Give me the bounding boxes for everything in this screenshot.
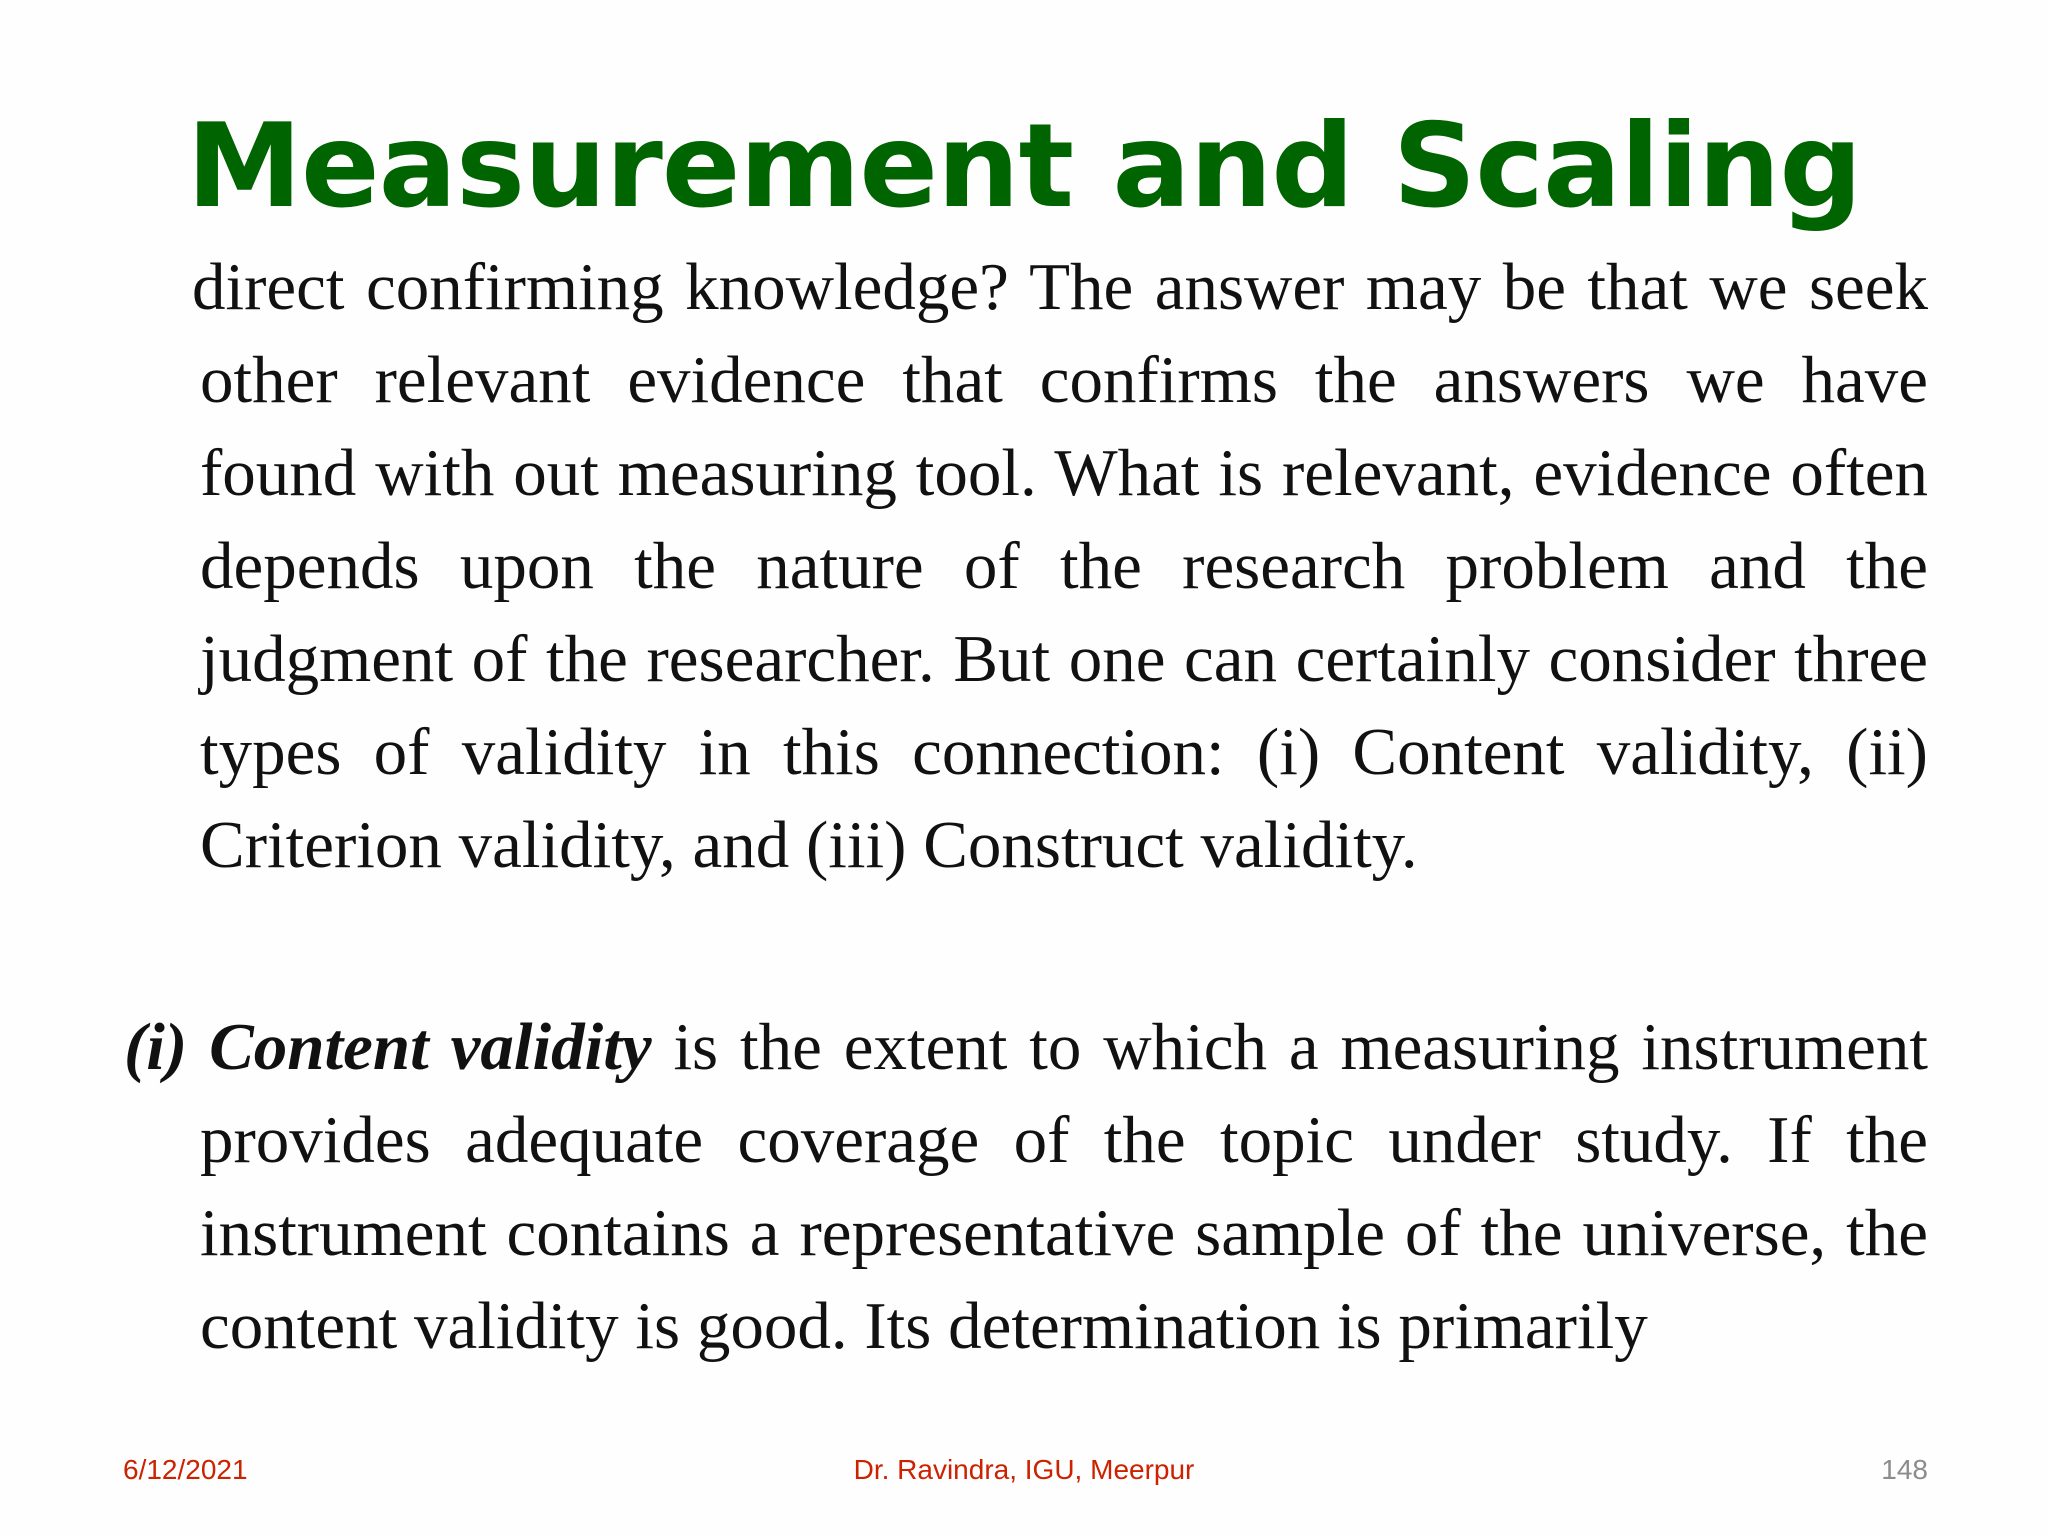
footer-author: Dr. Ravindra, IGU, Meerpur (853, 1454, 1195, 1485)
body-paragraph-content-validity (124, 1001, 1928, 1373)
content-validity-text: is the extent to which a measuring instrument provides adequate coverage of the topic under study. If the instrument contains a representative sample of the universe, the content validity is good. Its determination is primarily (200, 1010, 1928, 1363)
content-validity-heading: (i) Content validity (124, 1010, 652, 1084)
slide-title: Measurement and Scaling (186, 99, 1862, 234)
footer-date: 6/12/2021 (123, 1454, 248, 1485)
body-paragraph-continuation: direct confirming knowledge? The answer may be that we seek other relevant evidence that confirms the answers we have found with out measuring tool. What is relevant, evidence often depends upon the nature of the research problem and the judgment of the researcher. But one can certainly consider three types of validity in this connection: (i) Content validity, (ii) Criterion validity, and (iii) Construct validity. (192, 250, 1928, 882)
footer-page-number: 148 (1881, 1454, 1928, 1485)
